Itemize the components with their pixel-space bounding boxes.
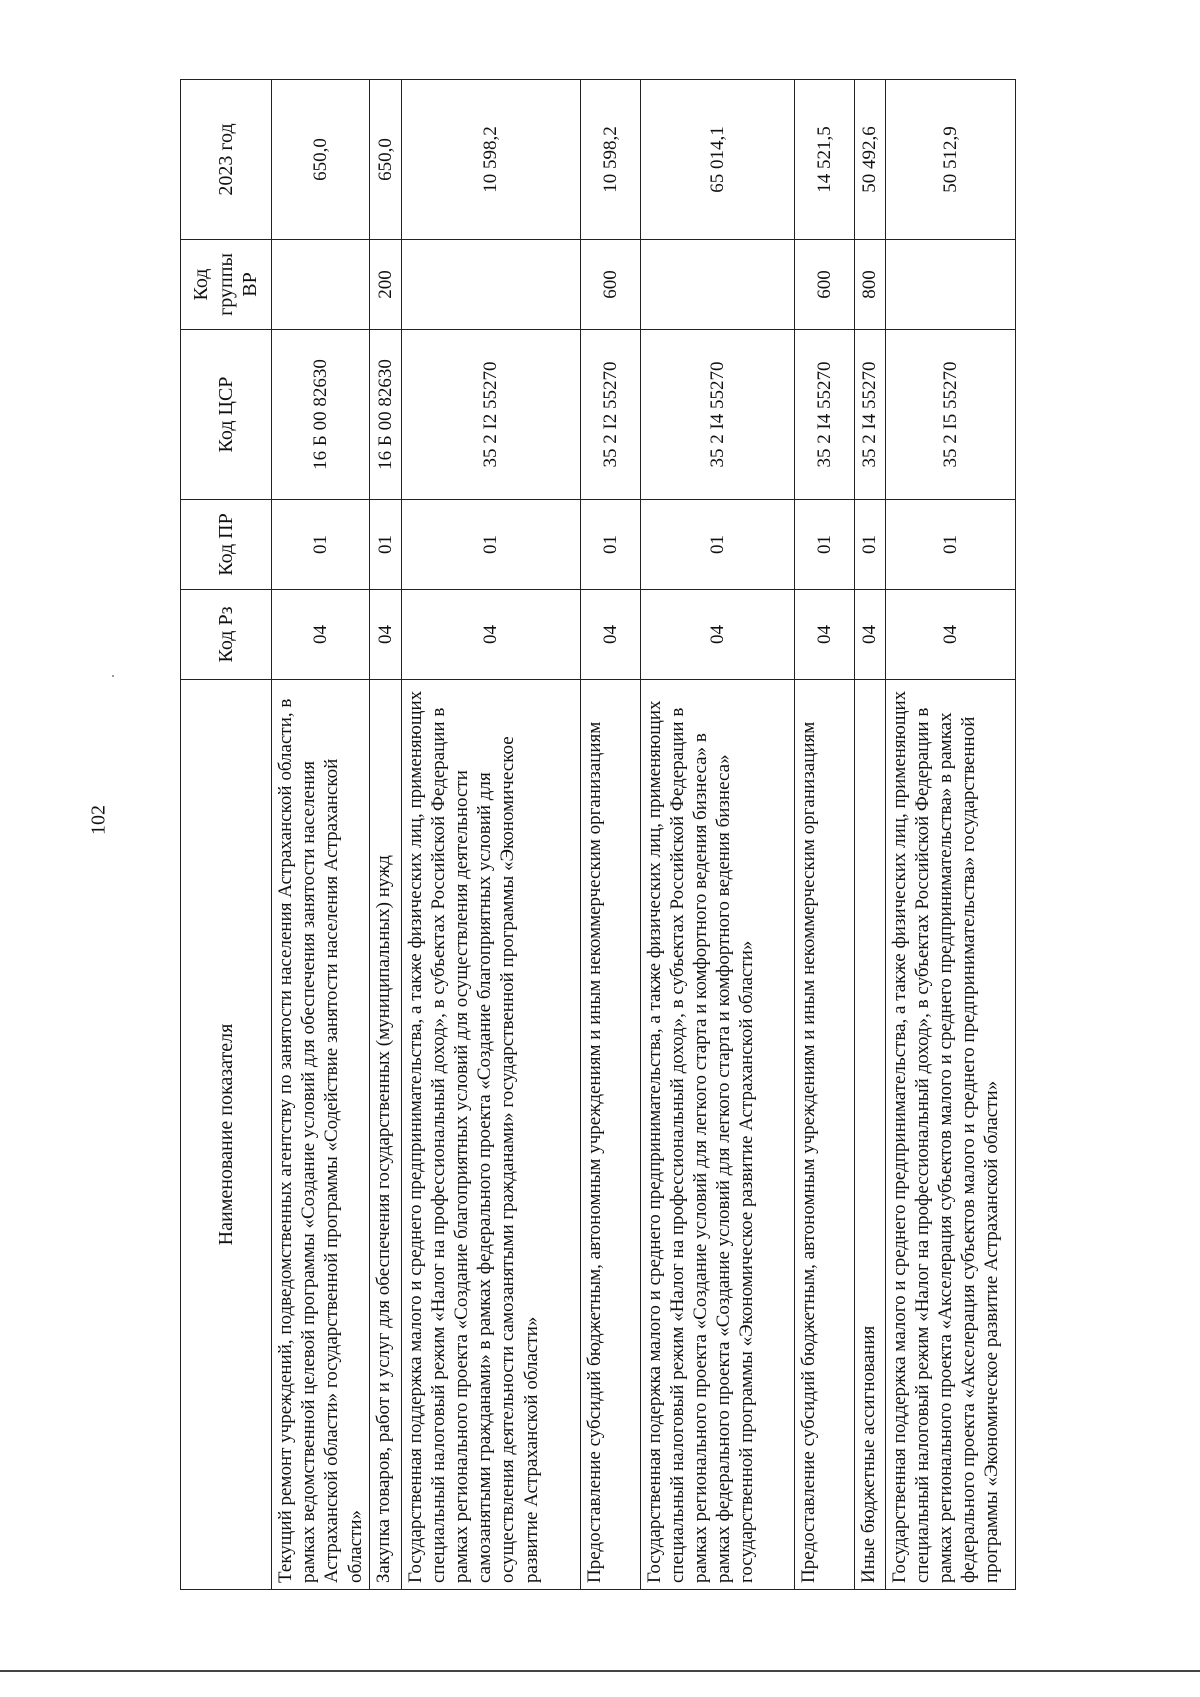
row-name: Государственная поддержка малого и среднего предпринимательства, а также физических лиц, применяющих специальный налоговый режим «Налог на профессиональный доход», в субъектах Российской Федерации в рамках регионального проекта «Создание благоприятных условий для осуществления деятельности самозанятыми гражданами» в рамках федерального проекта «Создание благоприятных условий для осуществления деятельности самозанятыми гражданами» государственной программы «Экономическое развитие Астраханской области» [401, 680, 580, 1590]
row-pr: 01 [580, 500, 640, 590]
row-name: Государственная поддержка малого и среднего предпринимательства, а также физических лиц, применяющих специальный налоговый режим «Налог на профессиональный доход», в субъектах Российской Федерации в рамках регионального проекта «Акселерация субъектов малого и среднего предпринимательства» в рамках федерального проекта «Акселерация субъектов малого и среднего предпринимательства» государственной программы «Экономическое развитие Астраханской области» [885, 680, 1015, 1590]
row-vr [640, 240, 794, 330]
page-number: 102 [87, 805, 110, 835]
row-name: Предоставление субсидий бюджетным, автономным учреждениям и иным некоммерческим организациям [580, 680, 640, 1590]
row-csr: 35 2 I4 55270 [640, 330, 794, 500]
row-pr: 01 [401, 500, 580, 590]
row-pr: 01 [854, 500, 885, 590]
table-row [640, 80, 794, 1590]
row-rz: 04 [885, 590, 1015, 680]
row-pr: 01 [272, 500, 370, 590]
row-name: Предоставление субсидий бюджетным, автономным учреждениям и иным некоммерческим организациям [794, 680, 854, 1590]
row-name: Текущий ремонт учреждений, подведомственных агентству по занятости населения Астраханской области, в рамках ведомственной целевой программы «Создание условий для обеспечения занятости населения Астраханской области» государственной программы «Содействие занятости населения Астраханской области» [272, 680, 370, 1590]
row-pr: 01 [640, 500, 794, 590]
row-rz: 04 [272, 590, 370, 680]
row-amount: 10 598,2 [580, 80, 640, 240]
row-amount: 14 521,5 [794, 80, 854, 240]
header-vr: Код группы ВР [181, 240, 272, 330]
row-name: Закупка товаров, работ и услуг для обеспечения государственных (муниципальных) нужд [369, 680, 401, 1590]
row-csr: 35 2 I2 55270 [580, 330, 640, 500]
row-csr: 16 Б 00 82630 [369, 330, 401, 500]
header-csr: Код ЦСР [181, 330, 272, 500]
row-rz: 04 [854, 590, 885, 680]
row-vr: 200 [369, 240, 401, 330]
row-vr [272, 240, 370, 330]
row-rz: 04 [369, 590, 401, 680]
row-amount: 650,0 [369, 80, 401, 240]
row-csr: 35 2 I2 55270 [401, 330, 580, 500]
table-header-row [181, 80, 272, 1590]
rotated-table-container [180, 80, 1003, 1590]
row-vr: 600 [794, 240, 854, 330]
table-row [401, 80, 580, 1590]
row-pr: 01 [794, 500, 854, 590]
row-vr: 600 [580, 240, 640, 330]
budget-table [180, 79, 1016, 1590]
row-rz: 04 [794, 590, 854, 680]
row-rz: 04 [580, 590, 640, 680]
row-pr: 01 [885, 500, 1015, 590]
header-name: Наименование показателя [181, 680, 272, 1590]
header-amount: 2023 год [181, 80, 272, 240]
row-amount: 10 598,2 [401, 80, 580, 240]
row-vr [401, 240, 580, 330]
table-row [272, 80, 370, 1590]
row-amount: 50 512,9 [885, 80, 1015, 240]
row-csr: 16 Б 00 82630 [272, 330, 370, 500]
row-pr: 01 [369, 500, 401, 590]
row-name: Государственная подержка малого и среднего предпринимательства, а также физических лиц, применяющих специальный налоговый режим «Налог на профессиональный доход», в субъектах Российской Федерации в рамках регионального проекта «Создание условий для легкого старта и комфортного ведения бизнеса» в рамках федерального проекта «Создание условий для легкого старта и комфортного ведения бизнеса» государственной программы «Экономическое развитие Астраханской области» [640, 680, 794, 1590]
table-row [580, 80, 640, 1590]
row-csr: 35 2 I4 55270 [794, 330, 854, 500]
header-rz: Код Рз [181, 590, 272, 680]
row-name: Иные бюджетные ассигнования [854, 680, 885, 1590]
table-row [854, 80, 885, 1590]
table-row [794, 80, 854, 1590]
bottom-border-line [0, 1670, 1200, 1672]
row-vr: 800 [854, 240, 885, 330]
row-rz: 04 [640, 590, 794, 680]
table-row [885, 80, 1015, 1590]
row-amount: 650,0 [272, 80, 370, 240]
scan-artifact [112, 675, 114, 677]
row-amount: 50 492,6 [854, 80, 885, 240]
header-pr: Код ПР [181, 500, 272, 590]
row-amount: 65 014,1 [640, 80, 794, 240]
row-csr: 35 2 I5 55270 [885, 330, 1015, 500]
row-csr: 35 2 I4 55270 [854, 330, 885, 500]
table-row [369, 80, 401, 1590]
row-vr [885, 240, 1015, 330]
row-rz: 04 [401, 590, 580, 680]
